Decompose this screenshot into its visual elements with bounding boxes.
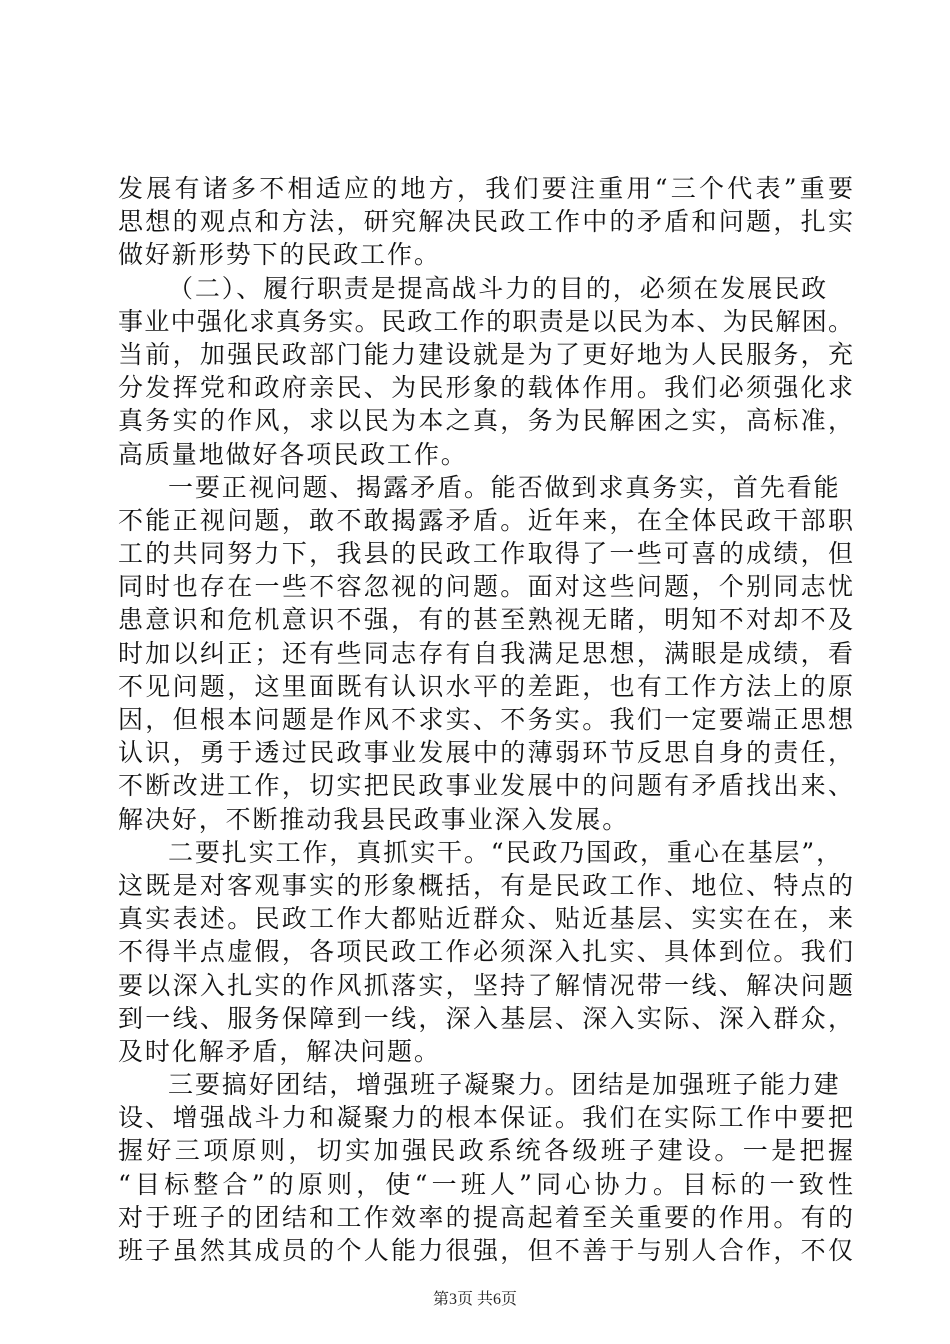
text-line: 认识，勇于透过民政事业发展中的薄弱环节反思自身的责任， (118, 738, 853, 768)
text-line: 不能正视问题，敢不敢揭露矛盾。近年来，在全体民政干部职 (118, 505, 853, 535)
text-line: 握好三项原则，切实加强民政系统各级班子建设。一是把握 (118, 1136, 853, 1166)
paragraph-start-line: 三要搞好团结，增强班子凝聚力。团结是加强班子能力建 (168, 1070, 841, 1100)
text-line: 工的共同努力下，我县的民政工作取得了一些可喜的成绩，但 (118, 539, 853, 569)
text-line: 真务实的作风，求以民为本之真，务为民解困之实，高标准， (118, 406, 853, 436)
text-line: 不见问题，这里面既有认识水平的差距，也有工作方法上的原 (118, 671, 853, 701)
document-body (118, 172, 853, 1267)
text-line: 不得半点虚假，各项民政工作必须深入扎实、具体到位。我们 (118, 937, 853, 967)
paragraph-start-line: 一要正视问题、揭露矛盾。能否做到求真务实，首先看能 (168, 472, 841, 502)
text-line: 真实表述。民政工作大都贴近群众、贴近基层、实实在在，来 (118, 904, 853, 934)
text-line: 时加以纠正；还有些同志存有自我满足思想，满眼是成绩，看 (118, 638, 853, 668)
text-line: “目标整合”的原则，使“一班人”同心协力。目标的一致性 (118, 1169, 853, 1199)
text-line: 解决好，不断推动我县民政事业深入发展。 (118, 804, 630, 834)
paragraph-start-line: 二要扎实工作，真抓实干。“民政乃国政，重心在基层”， (168, 837, 843, 867)
paragraph-start-line: （二）、履行职责是提高战斗力的目的，必须在发展民政 (168, 273, 829, 303)
text-line: 因，但根本问题是作风不求实、不务实。我们一定要端正思想 (118, 705, 853, 734)
text-line: 班子虽然其成员的个人能力很强，但不善于与别人合作，不仅 (118, 1236, 853, 1265)
text-line: 不断改进工作，切实把民政事业发展中的问题有矛盾找出来、 (118, 771, 853, 801)
text-line: 思想的观点和方法，研究解决民政工作中的矛盾和问题，扎实 (118, 207, 853, 237)
text-line: 事业中强化求真务实。民政工作的职责是以民为本、为民解困。 (118, 306, 853, 336)
text-line: 分发挥党和政府亲民、为民形象的载体作用。我们必须强化求 (118, 373, 853, 403)
text-line: 当前，加强民政部门能力建设就是为了更好地为人民服务，充 (118, 339, 853, 369)
text-line: 设、增强战斗力和凝聚力的根本保证。我们在实际工作中要把 (118, 1103, 853, 1133)
page-footer (0, 1286, 950, 1309)
text-line: 这既是对客观事实的形象概括，有是民政工作、地位、特点的 (118, 870, 853, 900)
text-line: 到一线、服务保障到一线，深入基层、深入实际、深入群众， (118, 1003, 853, 1033)
text-line: 及时化解矛盾，解决问题。 (118, 1036, 441, 1066)
text-line: 对于班子的团结和工作效率的提高起着至关重要的作用。有的 (118, 1202, 853, 1232)
text-line: 做好新形势下的民政工作。 (118, 240, 441, 270)
page-number-label: 第3页 共6页 (432, 1291, 517, 1308)
text-line: 要以深入扎实的作风抓落实，坚持了解情况带一线、解决问题 (118, 970, 853, 1000)
text-line: 同时也存在一些不容忽视的问题。面对这些问题，个别同志忧 (118, 572, 853, 602)
text-line: 高质量地做好各项民政工作。 (118, 439, 468, 469)
text-line: 发展有诸多不相适应的地方，我们要注重用“三个代表”重要 (118, 174, 853, 203)
text-line: 患意识和危机意识不强，有的甚至熟视无睹，明知不对却不及 (118, 605, 853, 635)
